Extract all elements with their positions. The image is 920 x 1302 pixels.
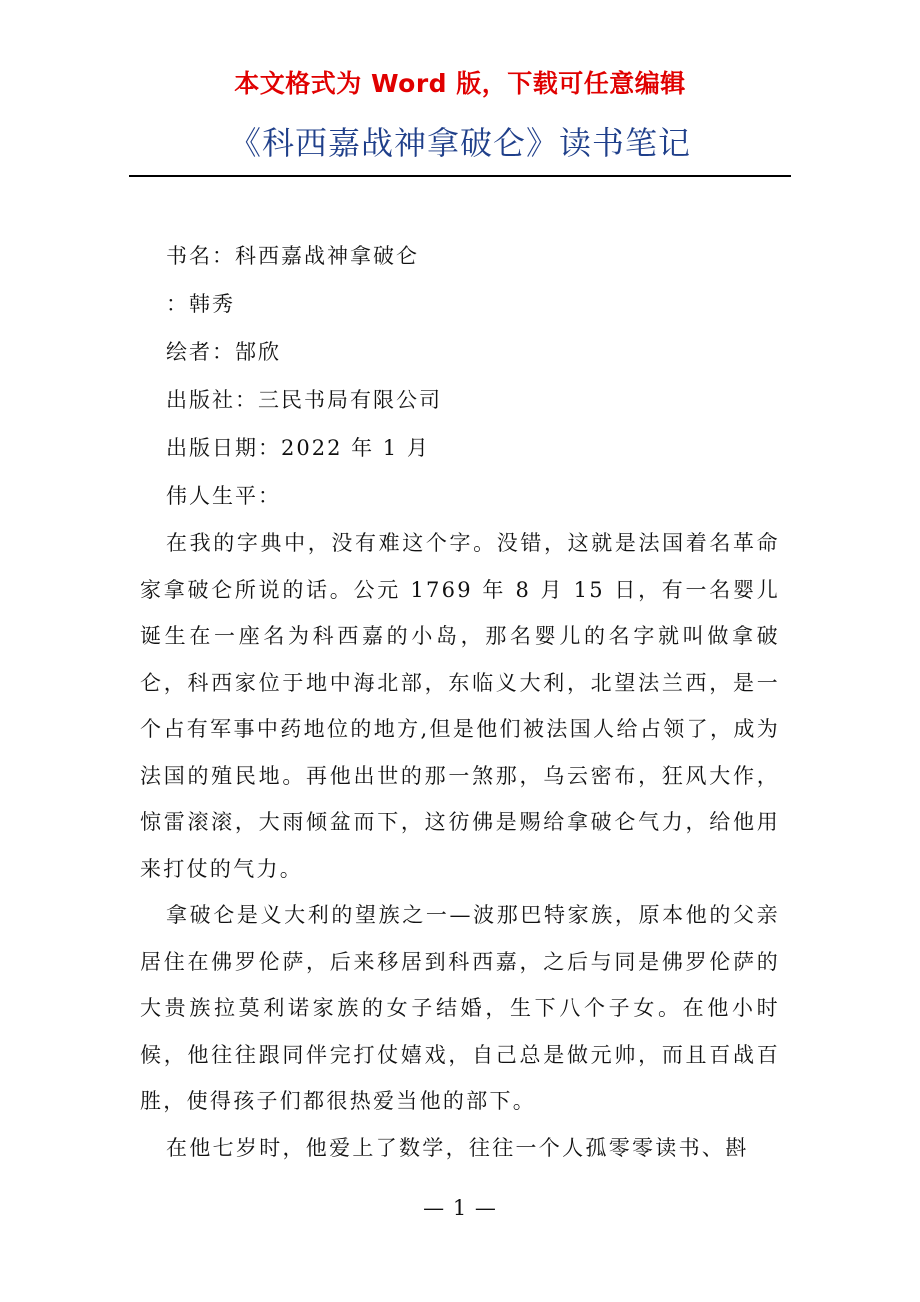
meta-illustrator: 绘者：郜欣 [166, 340, 281, 364]
document-title: 《科西嘉战神拿破仑》读书笔记 [228, 124, 691, 162]
meta-book-name: 书名：科西嘉战神拿破仑 [166, 244, 419, 268]
section-heading-biography: 伟人生平： [166, 484, 281, 508]
document-body [140, 232, 780, 1171]
paragraph-family: 拿破仑是义大利的望族之一—波那巴特家族，原本他的父亲居住在佛罗伦萨，后来移居到科西嘉，之后与同是佛罗伦萨的大贵族拉莫利诺家族的女子结婚，生下八个子女。在他小时候，他往往跟同伴完打仗嬉戏，自己总是做元帅，而且百战百胜，使得孩子们都很热爱当他的部下。 [140, 903, 780, 1113]
title-divider [129, 175, 791, 177]
paragraph-childhood: 在他七岁时，他爱上了数学，往往一个人孤零零读书、斟 [166, 1135, 749, 1160]
meta-publisher: 出版社：三民书局有限公司 [166, 388, 442, 412]
meta-publish-date: 出版日期：2022 年 1 月 [166, 436, 430, 460]
meta-author: ：韩秀 [166, 292, 235, 316]
paragraph-birth: 在我的字典中，没有难这个字。没错，这就是法国着名革命家拿破仑所说的话。公元 1769 年 8 月 15 日，有一名婴儿诞生在一座名为科西嘉的小岛，那名婴儿的名字就叫做拿破仑，科西家位于地中海北部，东临义大利，北望法兰西，是一个占有军事中药地位的地方,但是他们被法国人给占领了，成为法国的殖民地。再他出世的那一煞那，乌云密布，狂风大作，惊雷滚滚，大雨倾盆而下，这彷佛是赐给拿破仑气力，给他用来打仗的气力。 [140, 531, 780, 881]
format-notice-banner: 本文格式为 Word 版，下载可任意编辑 [234, 69, 686, 98]
page-number: — 1 — [423, 1196, 497, 1220]
